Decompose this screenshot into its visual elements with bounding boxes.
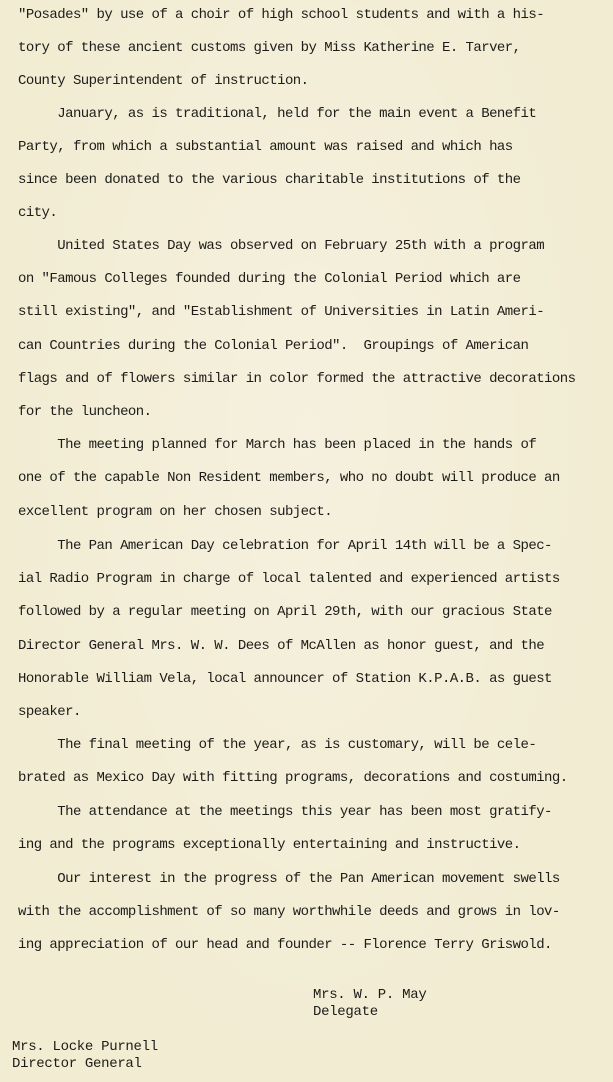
body-line: ial Radio Program in charge of local talented and experienced artists: [18, 571, 560, 587]
body-line: Party, from which a substantial amount was raised and which has: [18, 139, 513, 155]
body-line: The attendance at the meetings this year has been most gratify-: [18, 804, 552, 820]
body-line: January, as is traditional, held for the main event a Benefit: [18, 106, 537, 122]
body-line: brated as Mexico Day with fitting programs, decorations and costuming.: [18, 770, 568, 786]
signature-name: Mrs. W. P. May: [313, 987, 427, 1003]
body-line: flags and of flowers similar in color formed the attractive decorations: [18, 371, 576, 387]
body-line: The Pan American Day celebration for April 14th will be a Spec-: [18, 538, 552, 554]
body-line: with the accomplishment of so many worthwhile deeds and grows in lov-: [18, 904, 560, 920]
body-line: The meeting planned for March has been placed in the hands of: [18, 437, 537, 453]
body-line: for the luncheon.: [18, 404, 152, 420]
body-line: United States Day was observed on February 25th with a program: [18, 238, 545, 254]
body-line: tory of these ancient customs given by Miss Katherine E. Tarver,: [18, 40, 521, 56]
body-line: ing appreciation of our head and founder -- Florence Terry Griswold.: [18, 937, 552, 953]
body-line: city.: [18, 205, 58, 221]
body-line: ing and the programs exceptionally entertaining and instructive.: [18, 837, 521, 853]
body-line: "Posades" by use of a choir of high school students and with a his-: [18, 7, 545, 23]
body-line: Our interest in the progress of the Pan American movement swells: [18, 871, 560, 887]
body-line: Director General Mrs. W. W. Dees of McAllen as honor guest, and the: [18, 638, 545, 654]
body-line: County Superintendent of instruction.: [18, 73, 309, 89]
body-line: followed by a regular meeting on April 29th, with our gracious State: [18, 604, 552, 620]
body-line: can Countries during the Colonial Period". Groupings of American: [18, 338, 529, 354]
body-line: Honorable William Vela, local announcer of Station K.P.A.B. as guest: [18, 671, 552, 687]
body-line: still existing", and "Establishment of Universities in Latin Ameri-: [18, 304, 545, 320]
body-line: on "Famous Colleges founded during the Colonial Period which are: [18, 271, 521, 287]
body-line: excellent program on her chosen subject.: [18, 504, 333, 520]
body-line: speaker.: [18, 704, 81, 720]
body-line: since been donated to the various charitable institutions of the: [18, 172, 521, 188]
footer-signature-name: Mrs. Locke Purnell: [12, 1039, 158, 1055]
body-line: The final meeting of the year, as is customary, will be cele-: [18, 737, 537, 753]
footer-signature-title: Director General: [12, 1056, 142, 1072]
signature-title: Delegate: [313, 1004, 378, 1020]
body-line: one of the capable Non Resident members, who no doubt will produce an: [18, 470, 560, 486]
